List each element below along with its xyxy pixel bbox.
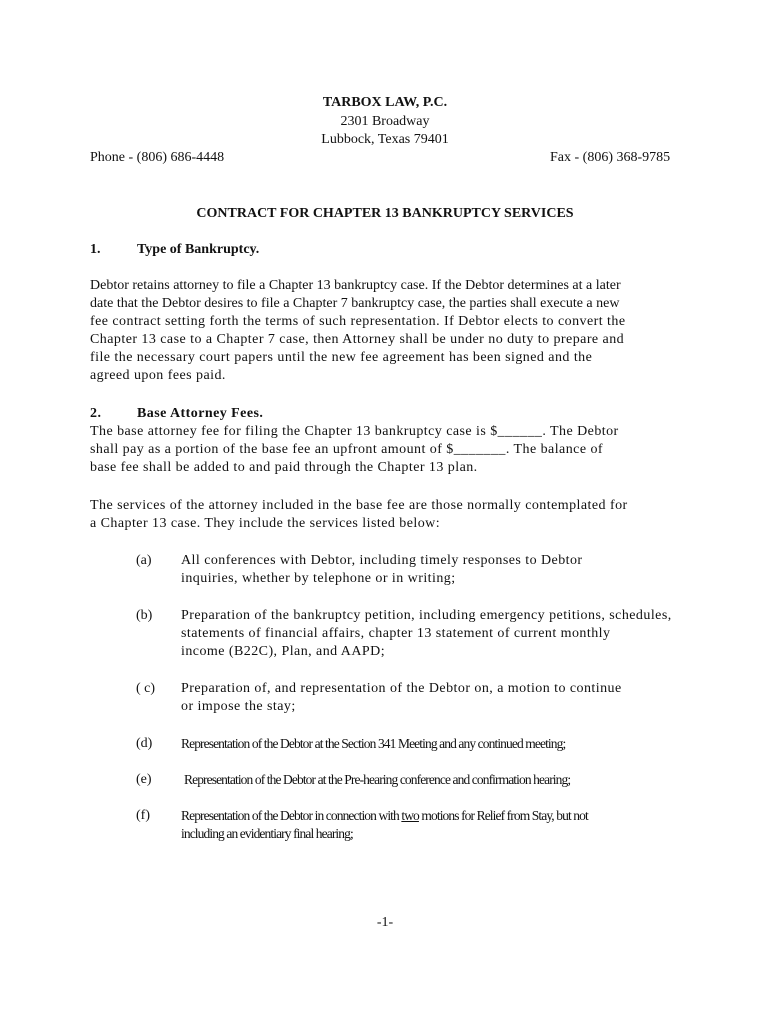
item-line: All conferences with Debtor, including timely responses to Debtor [181, 553, 583, 568]
item-line: Preparation of, and representation of the Debtor on, a motion to continue [181, 681, 622, 696]
services-intro [90, 497, 690, 533]
section-2-number: 2. [90, 406, 102, 421]
item-f-text-after: motions for Relief from Stay, but not [418, 808, 588, 823]
item-line: Representation of the Debtor at the Section 341 Meeting and any continued meeting; [181, 736, 566, 751]
item-f-underlined-word: two [401, 808, 419, 823]
item-line: Preparation of the bankruptcy petition, including emergency petitions, schedules, [181, 608, 672, 623]
item-line: or impose the stay; [181, 699, 296, 714]
item-line [181, 807, 588, 825]
item-line: statements of financial affairs, chapter 13 statement of current monthly [181, 626, 611, 641]
item-line: income (B22C), Plan, and AAPD; [181, 644, 386, 659]
item-marker-e: (e) [136, 772, 152, 787]
item-text-d [181, 735, 565, 753]
item-text-e [184, 771, 570, 789]
paragraph-line: Debtor retains attorney to file a Chapter 13 bankruptcy case. If the Debtor determines at a later [90, 278, 621, 293]
firm-name: TARBOX LAW, P.C. [322, 95, 448, 110]
contract-title: CONTRACT FOR CHAPTER 13 BANKRUPTCY SERVICES [196, 206, 574, 221]
section-1-heading: Type of Bankruptcy. [137, 242, 260, 257]
paragraph-line: a Chapter 13 case. They include the services listed below: [90, 516, 441, 531]
paragraph-line: Chapter 13 case to a Chapter 7 case, then Attorney shall be under no duty to prepare and [90, 332, 625, 347]
item-marker-c: ( c) [136, 681, 156, 696]
item-marker-d: (d) [136, 736, 153, 751]
item-text-f [181, 807, 588, 843]
section-1-body [90, 277, 690, 385]
item-f-text-before: Representation of the Debtor in connection with [181, 808, 402, 823]
item-marker-b: (b) [136, 608, 153, 623]
section-1-number: 1. [90, 242, 101, 257]
firm-city: Lubbock, Texas 79401 [321, 132, 449, 147]
item-line: Representation of the Debtor at the Pre-hearing conference and confirmation hearing; [184, 772, 571, 787]
firm-fax: Fax - (806) 368-9785 [550, 150, 671, 165]
item-line: inquiries, whether by telephone or in writing; [181, 571, 456, 586]
page-number: -1- [376, 915, 394, 930]
item-text-b [181, 607, 672, 661]
item-marker-f: (f) [136, 808, 150, 823]
firm-phone: Phone - (806) 686-4448 [90, 150, 225, 165]
paragraph-line: file the necessary court papers until the new fee agreement has been signed and the [90, 350, 593, 365]
paragraph-line: The base attorney fee for filing the Chapter 13 bankruptcy case is $______. The Debtor [90, 424, 619, 439]
firm-address: 2301 Broadway [340, 114, 430, 129]
paragraph-line: The services of the attorney included in the base fee are those normally contemplated for [90, 498, 628, 513]
item-text-c [181, 680, 622, 716]
paragraph-line: agreed upon fees paid. [90, 368, 226, 383]
paragraph-line: base fee shall be added to and paid through the Chapter 13 plan. [90, 460, 478, 475]
section-2-heading: Base Attorney Fees. [137, 406, 264, 421]
paragraph-line: shall pay as a portion of the base fee an upfront amount of $_______. The balance of [90, 442, 604, 457]
paragraph-line: fee contract setting forth the terms of such representation. If Debtor elects to convert the [90, 314, 626, 329]
item-line: including an evidentiary final hearing; [181, 826, 353, 841]
section-2-body [90, 423, 690, 477]
item-text-a [181, 552, 583, 588]
paragraph-line: date that the Debtor desires to file a Chapter 7 bankruptcy case, the parties shall execute a new [90, 296, 620, 311]
item-marker-a: (a) [136, 553, 152, 568]
